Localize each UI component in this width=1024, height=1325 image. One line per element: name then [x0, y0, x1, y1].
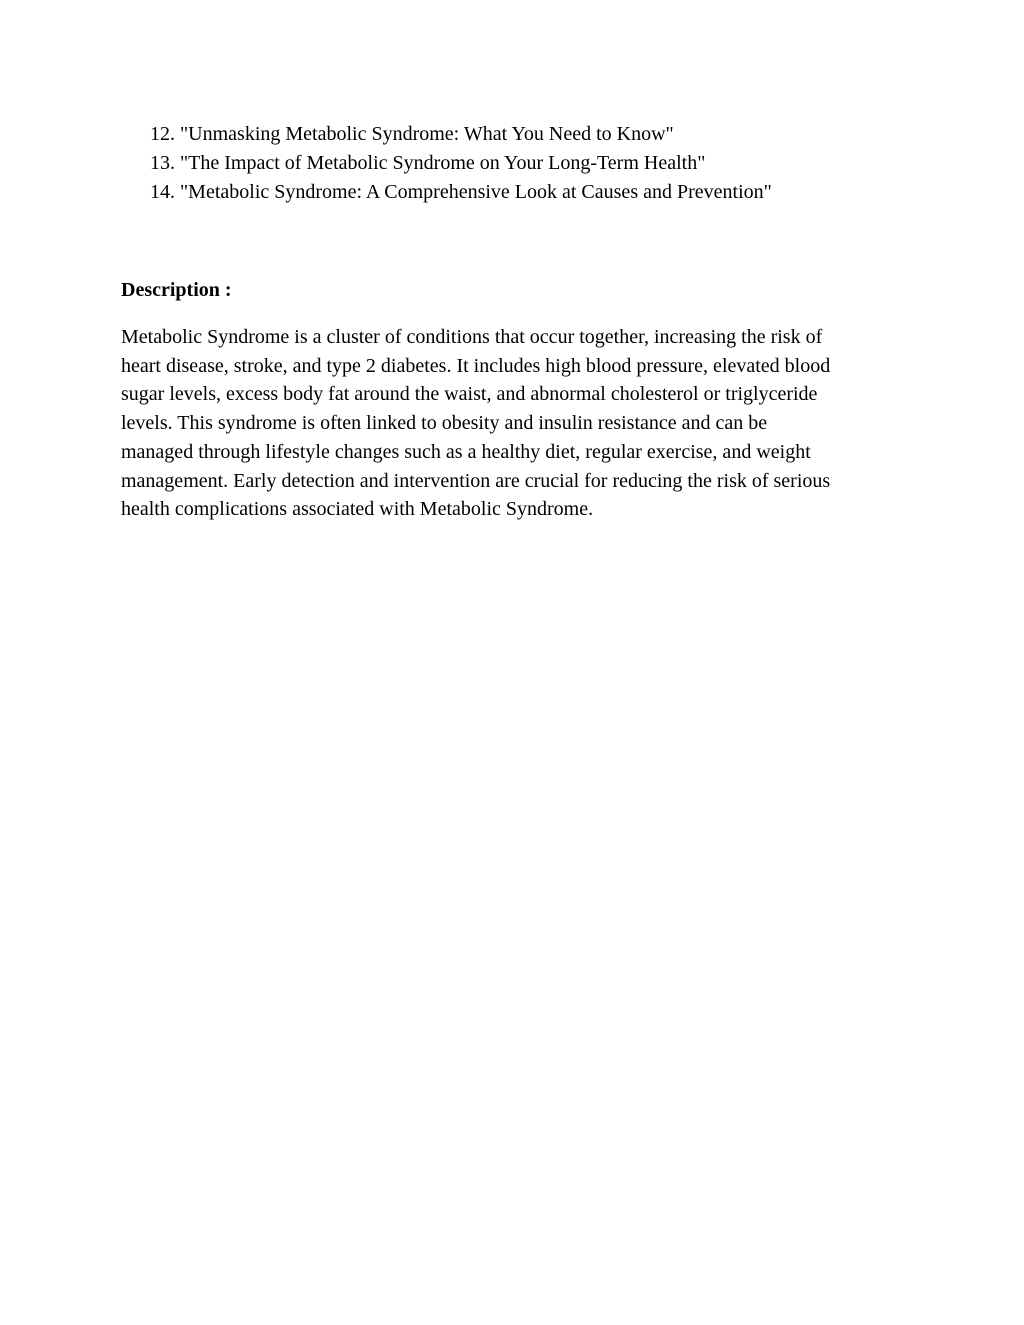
description-line: Metabolic Syndrome is a cluster of conditions that occur together, increasing the risk of	[121, 326, 823, 348]
description-line: health complications associated with Metabolic Syndrome.	[121, 498, 594, 521]
list-item-number: 13.	[150, 152, 175, 174]
title-list	[150, 120, 772, 207]
description-paragraph	[121, 323, 911, 524]
description-line: heart disease, stroke, and type 2 diabetes. It includes high blood pressure, elevated blood	[121, 354, 831, 377]
list-item-text: "The Impact of Metabolic Syndrome on Your Long-Term Health"	[180, 152, 706, 174]
list-item-number: 14.	[150, 181, 175, 203]
description-line: levels. This syndrome is often linked to obesity and insulin resistance and can be	[121, 412, 768, 435]
description-line: management. Early detection and intervention are crucial for reducing the risk of serious	[121, 469, 831, 492]
list-item	[150, 149, 772, 178]
list-item-text: "Unmasking Metabolic Syndrome: What You Need to Know"	[180, 123, 674, 145]
description-line: sugar levels, excess body fat around the waist, and abnormal cholesterol or triglyceride	[121, 383, 818, 406]
list-item-number: 12.	[150, 123, 175, 145]
list-item-text: "Metabolic Syndrome: A Comprehensive Look at Causes and Prevention"	[180, 181, 772, 203]
list-item	[150, 178, 772, 207]
description-line: managed through lifestyle changes such as a healthy diet, regular exercise, and weight	[121, 440, 811, 463]
description-heading: Description :	[121, 279, 232, 301]
list-item	[150, 120, 772, 149]
